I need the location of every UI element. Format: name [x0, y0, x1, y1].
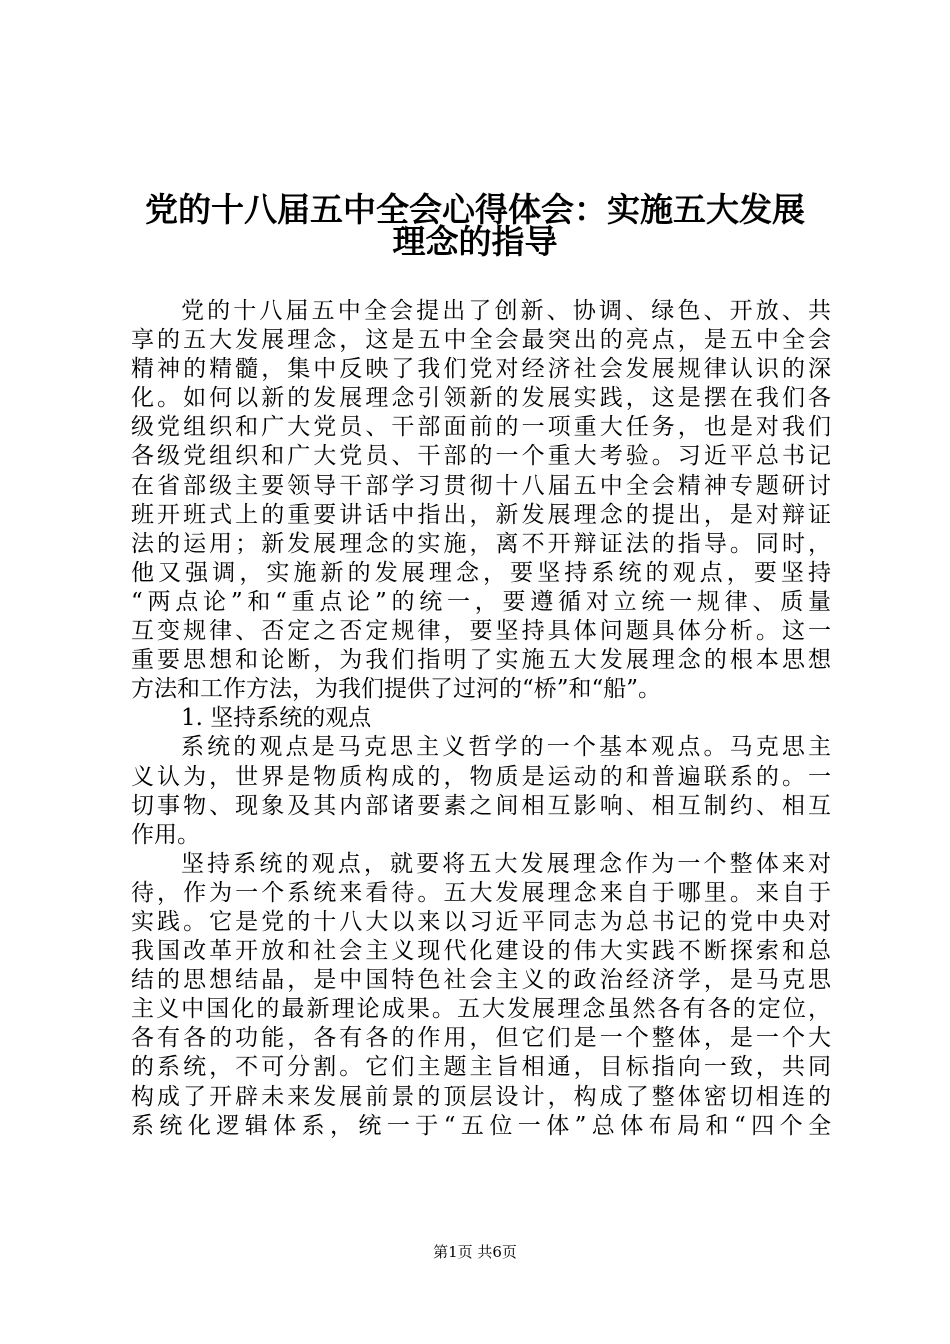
- body-line: “两点论”和“重点论”的统一，要遵循对立统一规律、质量: [131, 588, 831, 615]
- document-title-line-1: 党的十八届五中全会心得体会：实施五大发展: [145, 190, 805, 229]
- body-line: 化。如何以新的发展理念引领新的发展实践，这是摆在我们各: [131, 385, 831, 412]
- body-line: 系统化逻辑体系，统一于“五位一体”总体布局和“四个全: [131, 1112, 831, 1139]
- body-line: 待，作为一个系统来看待。五大发展理念来自于哪里。来自于: [131, 879, 831, 906]
- body-line: 方法和工作方法，为我们提供了过河的“桥”和“船”。: [131, 676, 662, 703]
- body-line: 系统的观点是马克思主义哲学的一个基本观点。马克思主: [181, 734, 831, 761]
- body-line: 实践。它是党的十八大以来以习近平同志为总书记的党中央对: [131, 908, 831, 935]
- body-line: 1. 坚持系统的观点: [181, 705, 372, 732]
- body-line: 我国改革开放和社会主义现代化建设的伟大实践不断探索和总: [131, 938, 831, 965]
- body-line: 他又强调，实施新的发展理念，要坚持系统的观点，要坚持: [131, 559, 831, 586]
- body-line: 各级党组织和广大党员、干部的一个重大考验。习近平总书记: [131, 443, 831, 470]
- document-body: [131, 297, 831, 1141]
- document-title-line-2: 理念的指导: [392, 222, 558, 261]
- body-line: 级党组织和广大党员、干部面前的一项重大任务，也是对我们: [131, 414, 831, 441]
- body-line: 党的十八届五中全会提出了创新、协调、绿色、开放、共: [181, 298, 831, 324]
- body-line: 法的运用；新发展理念的实施，离不开辩证法的指导。同时，: [131, 530, 831, 557]
- body-line: 切事物、现象及其内部诸要素之间相互影响、相互制约、相互: [131, 792, 831, 819]
- body-line: 重要思想和论断，为我们指明了实施五大发展理念的根本思想: [131, 647, 831, 674]
- body-line: 结的思想结晶，是中国特色社会主义的政治经济学，是马克思: [131, 967, 831, 994]
- body-line: 班开班式上的重要讲话中指出，新发展理念的提出，是对辩证: [131, 501, 831, 528]
- body-line: 构成了开辟未来发展前景的顶层设计，构成了整体密切相连的: [131, 1083, 831, 1110]
- body-line: 义认为，世界是物质构成的，物质是运动的和普遍联系的。一: [131, 763, 831, 790]
- body-line: 的系统，不可分割。它们主题主旨相通，目标指向一致，共同: [131, 1054, 831, 1081]
- body-line: 坚持系统的观点，就要将五大发展理念作为一个整体来对: [181, 850, 831, 877]
- body-line: 作用。: [131, 821, 200, 848]
- body-line: 主义中国化的最新理论成果。五大发展理念虽然各有各的定位，: [131, 996, 831, 1023]
- body-line: 精神的精髓，集中反映了我们党对经济社会发展规律认识的深: [131, 356, 831, 383]
- body-line: 在省部级主要领导干部学习贯彻十八届五中全会精神专题研讨: [131, 472, 831, 499]
- page-footer: 第1页 共6页: [433, 1243, 517, 1261]
- body-line: 互变规律、否定之否定规律，要坚持具体问题具体分析。这一: [131, 618, 831, 645]
- body-line: 各有各的功能，各有各的作用，但它们是一个整体，是一个大: [131, 1025, 831, 1052]
- body-line: 享的五大发展理念，这是五中全会最突出的亮点，是五中全会: [131, 327, 831, 354]
